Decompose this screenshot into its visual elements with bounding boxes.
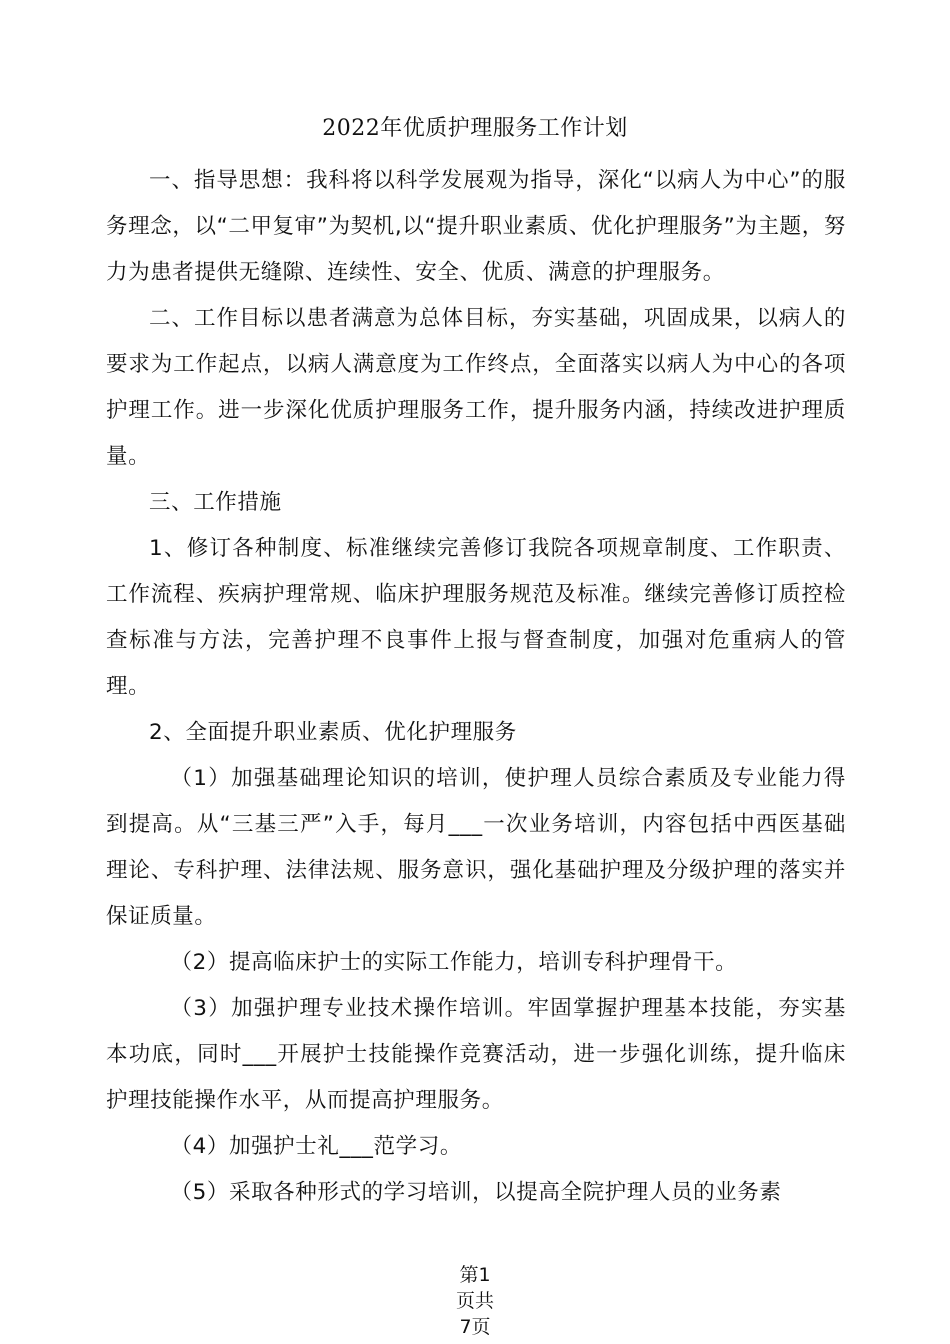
- page-number-line-2: 页共: [455, 1290, 494, 1312]
- document-title: 2022年优质护理服务工作计划: [322, 116, 628, 141]
- paragraph-measure-1: 1、修订各种制度、标准继续完善修订我院各项规章制度、工作职责、工作流程、疾病护理常规、临床护理服务规范及标准。继续完善修订质控检查标准与方法，完善护理不良事件上报与督查制度，加强对危重病人的管理。: [106, 536, 846, 699]
- paragraph-work-goal: 二、工作目标以患者满意为总体目标，夯实基础，巩固成果，以病人的要求为工作起点，以病人满意度为工作终点，全面落实以病人为中心的各项护理工作。进一步深化优质护理服务工作，提升服务内涵，持续改进护理质量。: [106, 306, 846, 469]
- page-number-line-1: 第1: [459, 1264, 491, 1286]
- document-body: [106, 158, 846, 1216]
- paragraph-item-5: （5）采取各种形式的学习培训，以提高全院护理人员的业务素: [170, 1180, 782, 1205]
- paragraph-item-2: （2）提高临床护士的实际工作能力，培训专科护理骨干。: [170, 950, 738, 975]
- paragraph-work-measures-heading: 三、工作措施: [149, 490, 282, 515]
- paragraph-measure-2-heading: 2、全面提升职业素质、优化护理服务: [149, 720, 517, 745]
- page-number-line-3: 7页: [459, 1316, 491, 1338]
- paragraph-guiding-ideology: 一、指导思想：我科将以科学发展观为指导，深化“以病人为中心”的服务理念，以“二甲复审”为契机,以“提升职业素质、优化护理服务”为主题，努力为患者提供无缝隙、连续性、安全、优质、满意的护理服务。: [106, 168, 846, 285]
- paragraph-item-3: （3）加强护理专业技术操作培训。牢固掌握护理基本技能，夯实基本功底，同时___开展护士技能操作竞赛活动，进一步强化训练，提升临床护理技能操作水平，从而提高护理服务。: [106, 996, 846, 1113]
- paragraph-item-1: （1）加强基础理论知识的培训，使护理人员综合素质及专业能力得到提高。从“三基三严”入手，每月___一次业务培训，内容包括中西医基础理论、专科护理、法律法规、服务意识，强化基础护理及分级护理的落实并保证质量。: [106, 766, 846, 929]
- paragraph-item-4: （4）加强护士礼___范学习。: [170, 1134, 462, 1159]
- page-number-footer: [0, 1262, 950, 1340]
